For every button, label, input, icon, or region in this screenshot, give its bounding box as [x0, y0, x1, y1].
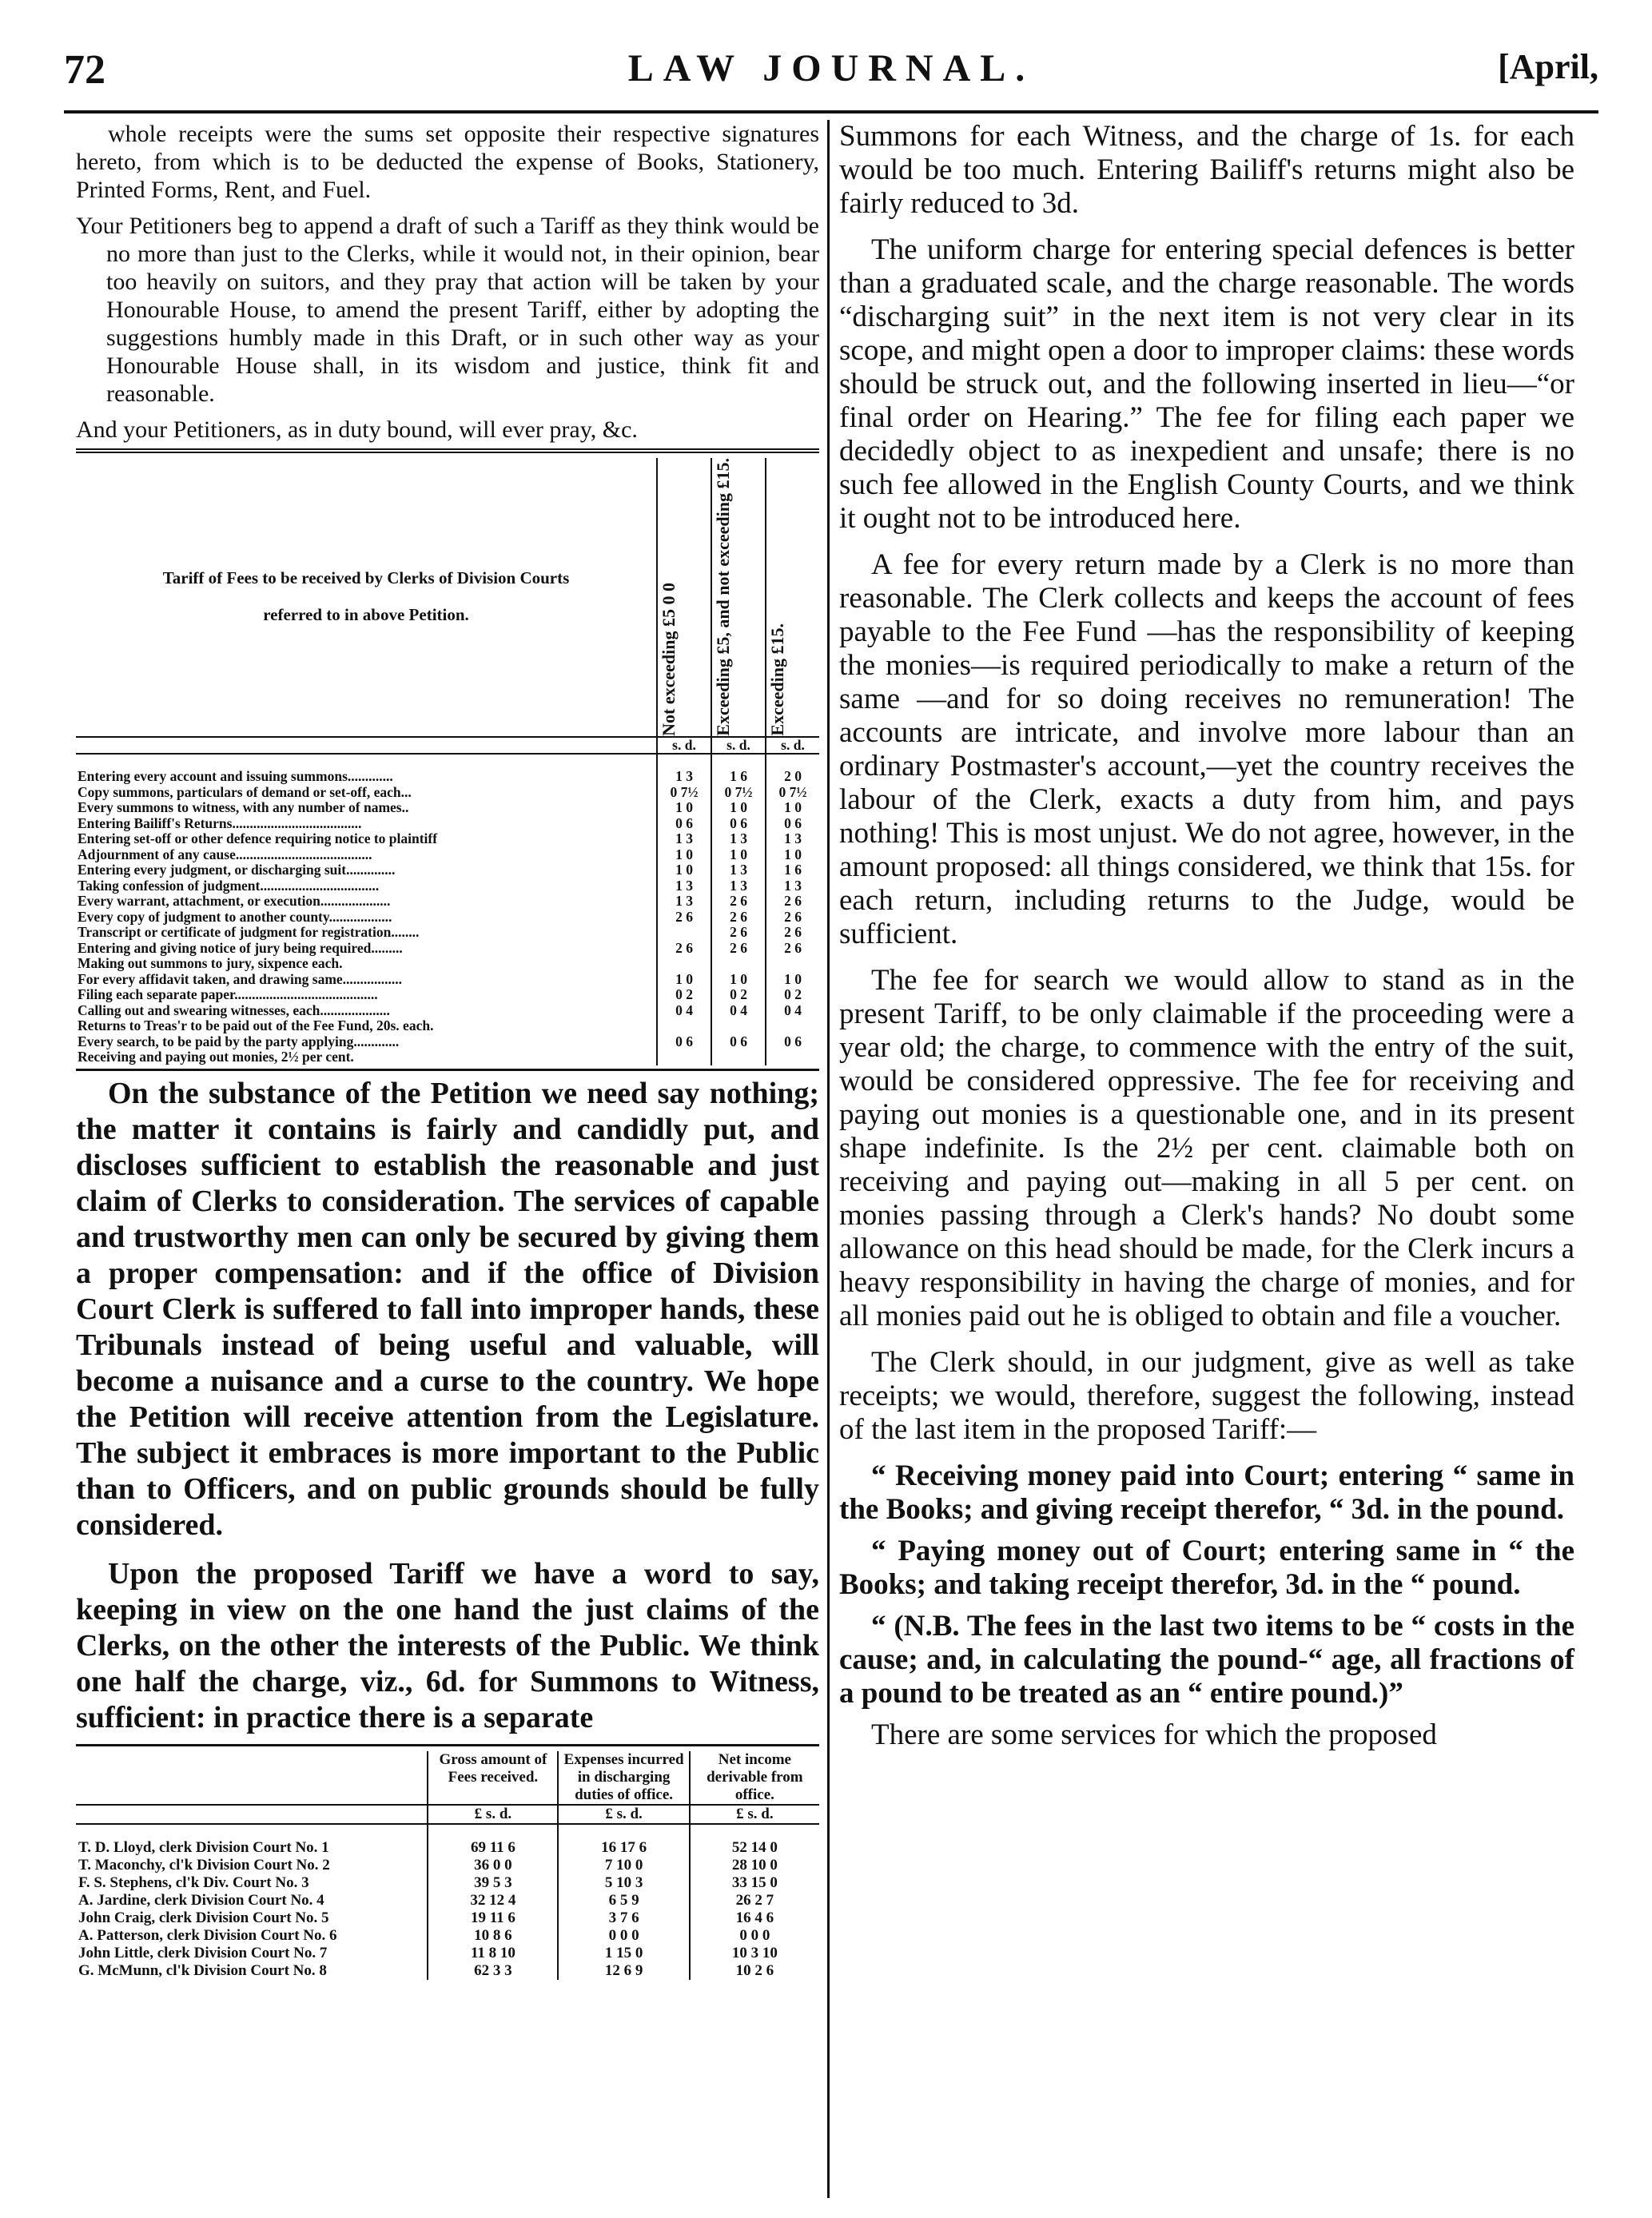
- unit-label: £ s. d.: [428, 1805, 558, 1824]
- fee-item-label: Every summons to witness, with any number of names..: [78, 799, 409, 816]
- fee-row: [76, 956, 819, 972]
- income-row: [76, 1892, 819, 1909]
- fee-value: 2 6: [766, 941, 819, 957]
- clerk-name: T. Maconchy, cl'k Division Court No. 2: [78, 1856, 330, 1874]
- income-value: 62 3 3: [428, 1962, 558, 1980]
- fee-item-label: Entering and giving notice of jury being required.........: [78, 939, 403, 956]
- clerk-name: John Little, clerk Division Court No. 7: [78, 1944, 328, 1961]
- commentary-paragraph: The uniform charge for entering special defences is better than a graduated scale, and the charge reasonable. The words “discharging suit” in the next item is not very clear in its scope, and might open a door to improper claims: these words should be struck out, and the following inserted in lieu—“or final order on Hearing.” The fee for filing each paper we decidedly object to as inexpedient and unsafe; there is no such fee allowed in the English County Courts, and we think it ought not to be introduced here.: [839, 233, 1574, 535]
- income-value: 26 2 7: [690, 1892, 819, 1909]
- right-column: [839, 120, 1574, 1752]
- clerk-name: F. S. Stephens, cl'k Div. Court No. 3: [78, 1874, 309, 1891]
- fee-value: [766, 1049, 819, 1065]
- fee-col-header: Exceeding £5, and not exceeding £15.: [713, 458, 733, 736]
- income-value: 33 15 0: [690, 1874, 819, 1892]
- income-value: 0 0 0: [558, 1927, 689, 1945]
- left-column: [76, 120, 819, 1980]
- income-value: 28 10 0: [690, 1857, 819, 1874]
- income-value: 5 10 3: [558, 1874, 689, 1892]
- fee-value: [711, 956, 766, 972]
- commentary-paragraph: The Clerk should, in our judgment, give as well as take receipts; we would, therefore, suggest the following, instead of the last item in the proposed Tariff:—: [839, 1346, 1574, 1446]
- fee-value: 0 6: [711, 1034, 766, 1050]
- fee-value: 1 0: [657, 800, 711, 816]
- unit-label: s. d.: [657, 737, 711, 755]
- fee-row: [76, 925, 819, 941]
- fee-value: 0 4: [711, 1003, 766, 1019]
- income-row: [76, 1857, 819, 1874]
- unit-label: s. d.: [766, 737, 819, 755]
- fee-value: [657, 956, 711, 972]
- fee-value: [711, 1049, 766, 1065]
- fee-row: [76, 816, 819, 832]
- income-row: [76, 1909, 819, 1927]
- income-value: 16 4 6: [690, 1909, 819, 1927]
- fee-item-label: Filing each separate paper.........................................: [78, 986, 378, 1003]
- fee-value: 1 0: [711, 847, 766, 863]
- income-value: 52 14 0: [690, 1839, 819, 1857]
- income-col-header: Net income derivable from office.: [690, 1751, 819, 1805]
- fee-item-label: Entering every judgment, or discharging suit..............: [78, 862, 396, 878]
- commentary-paragraph: Upon the proposed Tariff we have a word to say, keeping in view on the one hand the just claims of the Clerks, on the other the interests of the Public. We think one half the charge, viz., 6d. for Summons to Witness, sufficient: in practice there is a separate: [76, 1556, 819, 1734]
- fee-table-caption: referred to in above Petition.: [263, 604, 469, 624]
- fee-value: 0 2: [766, 987, 819, 1003]
- income-row: [76, 1962, 819, 1980]
- fee-value: 2 6: [766, 925, 819, 941]
- fee-value: 0 4: [657, 1003, 711, 1019]
- fee-item-label: Copy summons, particulars of demand or set-off, each...: [78, 783, 412, 800]
- column-divider: [827, 120, 830, 2198]
- fee-item-label: Transcript or certificate of judgment for registration........: [78, 924, 420, 941]
- proposed-item-quote: “ Receiving money paid into Court; entering “ same in the Books; and giving receipt therefor, “ 3d. in the pound.: [839, 1459, 1574, 1526]
- unit-label: £ s. d.: [690, 1805, 819, 1824]
- fee-value: 2 0: [766, 769, 819, 785]
- fee-value: 1 3: [657, 831, 711, 847]
- fee-value: 0 6: [657, 816, 711, 832]
- income-value: 1 15 0: [558, 1945, 689, 1962]
- fee-value: 1 0: [766, 800, 819, 816]
- fee-row: [76, 1003, 819, 1019]
- fee-value: 1 0: [657, 862, 711, 878]
- fee-row: [76, 894, 819, 910]
- fee-col-header: Not exceeding £5 0 0: [659, 582, 679, 736]
- fee-row: [76, 769, 819, 785]
- fee-row: [76, 1018, 819, 1034]
- fee-value: 1 6: [711, 769, 766, 785]
- fee-value: 1 3: [766, 831, 819, 847]
- commentary-paragraph: There are some services for which the proposed: [871, 1718, 1437, 1751]
- clerk-name: A. Jardine, clerk Division Court No. 4: [78, 1891, 324, 1909]
- fee-item-label: Taking confession of judgment..................................: [78, 877, 380, 894]
- fee-row: [76, 862, 819, 878]
- fee-item-label: Entering set-off or other defence requiring notice to plaintiff: [78, 830, 438, 847]
- income-row: [76, 1945, 819, 1962]
- fee-item-label: Returns to Treas'r to be paid out of the Fee Fund, 20s. each.: [78, 1017, 434, 1034]
- income-value: 6 5 9: [558, 1892, 689, 1909]
- fee-value: 2 6: [711, 894, 766, 910]
- running-month: [April,: [1498, 47, 1598, 86]
- petition-closing: And your Petitioners, as in duty bound, will ever pray, &c.: [76, 416, 638, 443]
- fee-row: [76, 972, 819, 988]
- fee-value: 2 6: [711, 925, 766, 941]
- fee-row: [76, 910, 819, 926]
- fee-value: 1 0: [766, 972, 819, 988]
- income-value: 10 3 10: [690, 1945, 819, 1962]
- fee-value: 1 0: [657, 847, 711, 863]
- fee-value: 2 6: [657, 910, 711, 926]
- fee-value: 2 6: [711, 910, 766, 926]
- income-value: 36 0 0: [428, 1857, 558, 1874]
- fee-value: 1 3: [711, 862, 766, 878]
- fee-row: [76, 831, 819, 847]
- fee-item-label: Adjournment of any cause.......................................: [78, 846, 372, 862]
- header-rule: [64, 110, 1598, 113]
- unit-label: s. d.: [711, 737, 766, 755]
- income-value: 10 8 6: [428, 1927, 558, 1945]
- income-value: 16 17 6: [558, 1839, 689, 1857]
- fee-value: 2 6: [766, 910, 819, 926]
- fee-row: [76, 800, 819, 816]
- fee-value: [657, 1049, 711, 1065]
- fee-item-label: Every copy of judgment to another county..................: [78, 908, 392, 925]
- clerk-name: G. McMunn, cl'k Division Court No. 8: [78, 1961, 327, 1979]
- table-rule: [76, 1069, 819, 1071]
- fee-item-label: For every affidavit taken, and drawing same.................: [78, 970, 403, 987]
- fee-item-label: Every search, to be paid by the party applying.............: [78, 1033, 400, 1049]
- fee-value: 1 0: [766, 847, 819, 863]
- fee-tariff-table: [76, 458, 819, 1065]
- commentary-paragraph: The fee for search we would allow to stand as in the present Tariff, to be only claimable if the proceeding were a year old; the charge, to commence with the entry of the suit, would be considered oppressive. The fee for receiving and paying out monies is a questionable one, and in its present shape indefinite. Is the 2½ per cent. claimable both on receiving and paying out—making in all 5 per cent. on monies passing through a Clerk's hands? No doubt some allowance on this head should be made, for the Clerk incurs a heavy responsibility in having the charge of monies, and for all monies paid out he is obliged to obtain and file a voucher.: [839, 964, 1574, 1332]
- income-value: 10 2 6: [690, 1962, 819, 1980]
- income-col-header: Expenses incurred in discharging duties of office.: [558, 1751, 689, 1805]
- fee-row: [76, 987, 819, 1003]
- fee-item-label: Entering every account and issuing summons.............: [78, 768, 393, 785]
- fee-value: 1 3: [711, 831, 766, 847]
- fee-value: 0 4: [766, 1003, 819, 1019]
- fee-value: 1 6: [766, 862, 819, 878]
- clerk-name: John Craig, clerk Division Court No. 5: [78, 1909, 329, 1926]
- page-header: [64, 46, 1598, 102]
- income-value: 3 7 6: [558, 1909, 689, 1927]
- fee-col-header: Exceeding £15.: [767, 623, 787, 736]
- fee-value: 1 3: [657, 894, 711, 910]
- fee-value: 0 6: [711, 816, 766, 832]
- income-col-header: Gross amount of Fees received.: [428, 1751, 558, 1805]
- petition-paragraph: Your Petitioners beg to append a draft of such a Tariff as they think would be no more than just to the Clerks, while it would not, in their opinion, bear too heavily on suitors, and they pray that action will be taken by your Honourable House, to amend the present Tariff, either by adopting the suggestions humbly made in this Draft, or in such other way as your Honourable House shall, in its wisdom and justice, think fit and reasonable.: [76, 213, 819, 407]
- proposed-item-quote: “ Paying money out of Court; entering same in “ the Books; and taking receipt therefor, 3d. in the “ pound.: [839, 1535, 1574, 1601]
- commentary-paragraph: On the substance of the Petition we need say nothing; the matter it contains is fairly and candidly put, and discloses sufficient to establish the reasonable and just claim of Clerks to consideration. The services of capable and trustworthy men can only be secured by giving them a proper compensation: and if the office of Division Court Clerk is suffered to fall into improper hands, these Tribunals instead of being useful and valuable, will become a nuisance and a curse to the country. We hope the Petition will receive attention from the Legislature. The subject it embraces is more important to the Public than to Officers, and on public grounds should be fully considered.: [76, 1076, 819, 1542]
- fee-value: [657, 1018, 711, 1034]
- fee-item-label: Calling out and swearing witnesses, each....................: [78, 1001, 390, 1018]
- table-rule: [76, 448, 819, 453]
- clerk-name: A. Patterson, clerk Division Court No. 6: [78, 1926, 337, 1944]
- fee-value: 1 3: [711, 878, 766, 894]
- income-row: [76, 1839, 819, 1857]
- fee-row: [76, 785, 819, 801]
- fee-value: [711, 1018, 766, 1034]
- income-value: 69 11 6: [428, 1839, 558, 1857]
- commentary-paragraph: A fee for every return made by a Clerk is no more than reasonable. The Clerk collects and keeps the account of fees payable to the Fee Fund —has the responsibility of keeping the monies—is required periodically to make a return of the same —and for so doing receives no remuneration! The accounts are intricate, and involve more labour than an ordinary Postmaster's account,—yet the country receives the labour of the Clerk, exacts a duty from him, and pays nothing! This is most unjust. We do not agree, however, in the amount proposed: all things considered, we think that 15s. for each return, including returns to the Judge, would be sufficient.: [839, 548, 1574, 950]
- fee-value: 0 7½: [657, 785, 711, 801]
- petition-paragraph: whole receipts were the sums set opposite their respective signatures hereto, from which is to be deducted the expense of Books, Stationery, Printed Forms, Rent, and Fuel.: [76, 121, 819, 203]
- fee-value: 1 0: [711, 972, 766, 988]
- proposed-item-quote: “ (N.B. The fees in the last two items to be “ costs in the cause; and, in calculating the pound-“ age, all fractions of a pound to be treated as an “ entire pound.)”: [839, 1610, 1574, 1710]
- fee-value: [766, 956, 819, 972]
- fee-row: [76, 1034, 819, 1050]
- table-rule: [76, 1744, 819, 1746]
- fee-value: 1 3: [766, 878, 819, 894]
- fee-row: [76, 941, 819, 957]
- page-number: 72: [64, 47, 105, 93]
- fee-value: 0 6: [657, 1034, 711, 1050]
- income-value: 39 5 3: [428, 1874, 558, 1892]
- income-value: 19 11 6: [428, 1909, 558, 1927]
- fee-row: [76, 878, 819, 894]
- clerk-name: T. D. Lloyd, clerk Division Court No. 1: [78, 1838, 329, 1856]
- income-value: 32 12 4: [428, 1892, 558, 1909]
- income-value: 0 0 0: [690, 1927, 819, 1945]
- fee-value: 2 6: [657, 941, 711, 957]
- fee-value: 0 6: [766, 816, 819, 832]
- fee-table-caption: Tariff of Fees to be received by Clerks of Division Courts: [162, 568, 570, 588]
- income-row: [76, 1874, 819, 1892]
- income-value: 7 10 0: [558, 1857, 689, 1874]
- clerk-income-table: [76, 1751, 819, 1980]
- income-row: [76, 1927, 819, 1945]
- fee-value: [657, 925, 711, 941]
- fee-value: 1 0: [711, 800, 766, 816]
- running-title: LAW JOURNAL.: [627, 47, 1035, 90]
- fee-value: 1 0: [657, 972, 711, 988]
- fee-value: 2 6: [766, 894, 819, 910]
- fee-value: 0 2: [711, 987, 766, 1003]
- income-value: 12 6 9: [558, 1962, 689, 1980]
- fee-value: 1 3: [657, 878, 711, 894]
- income-value: 11 8 10: [428, 1945, 558, 1962]
- commentary-paragraph: Summons for each Witness, and the charge of 1s. for each would be too much. Entering Bailiff's returns might also be fairly reduced to 3d.: [839, 120, 1574, 220]
- fee-value: 0 6: [766, 1034, 819, 1050]
- fee-value: 0 7½: [766, 785, 819, 801]
- fee-row: [76, 847, 819, 863]
- fee-row: [76, 1049, 819, 1065]
- fee-item-label: Receiving and paying out monies, 2½ per cent.: [78, 1049, 354, 1065]
- fee-value: 2 6: [711, 941, 766, 957]
- fee-item-label: Every warrant, attachment, or execution....................: [78, 893, 391, 910]
- fee-item-label: Making out summons to jury, sixpence each.: [78, 955, 343, 972]
- fee-value: [766, 1018, 819, 1034]
- fee-value: 1 3: [657, 769, 711, 785]
- fee-value: 0 7½: [711, 785, 766, 801]
- fee-item-label: Entering Bailiff's Returns.....................................: [78, 814, 362, 831]
- unit-label: £ s. d.: [558, 1805, 689, 1824]
- fee-value: 0 2: [657, 987, 711, 1003]
